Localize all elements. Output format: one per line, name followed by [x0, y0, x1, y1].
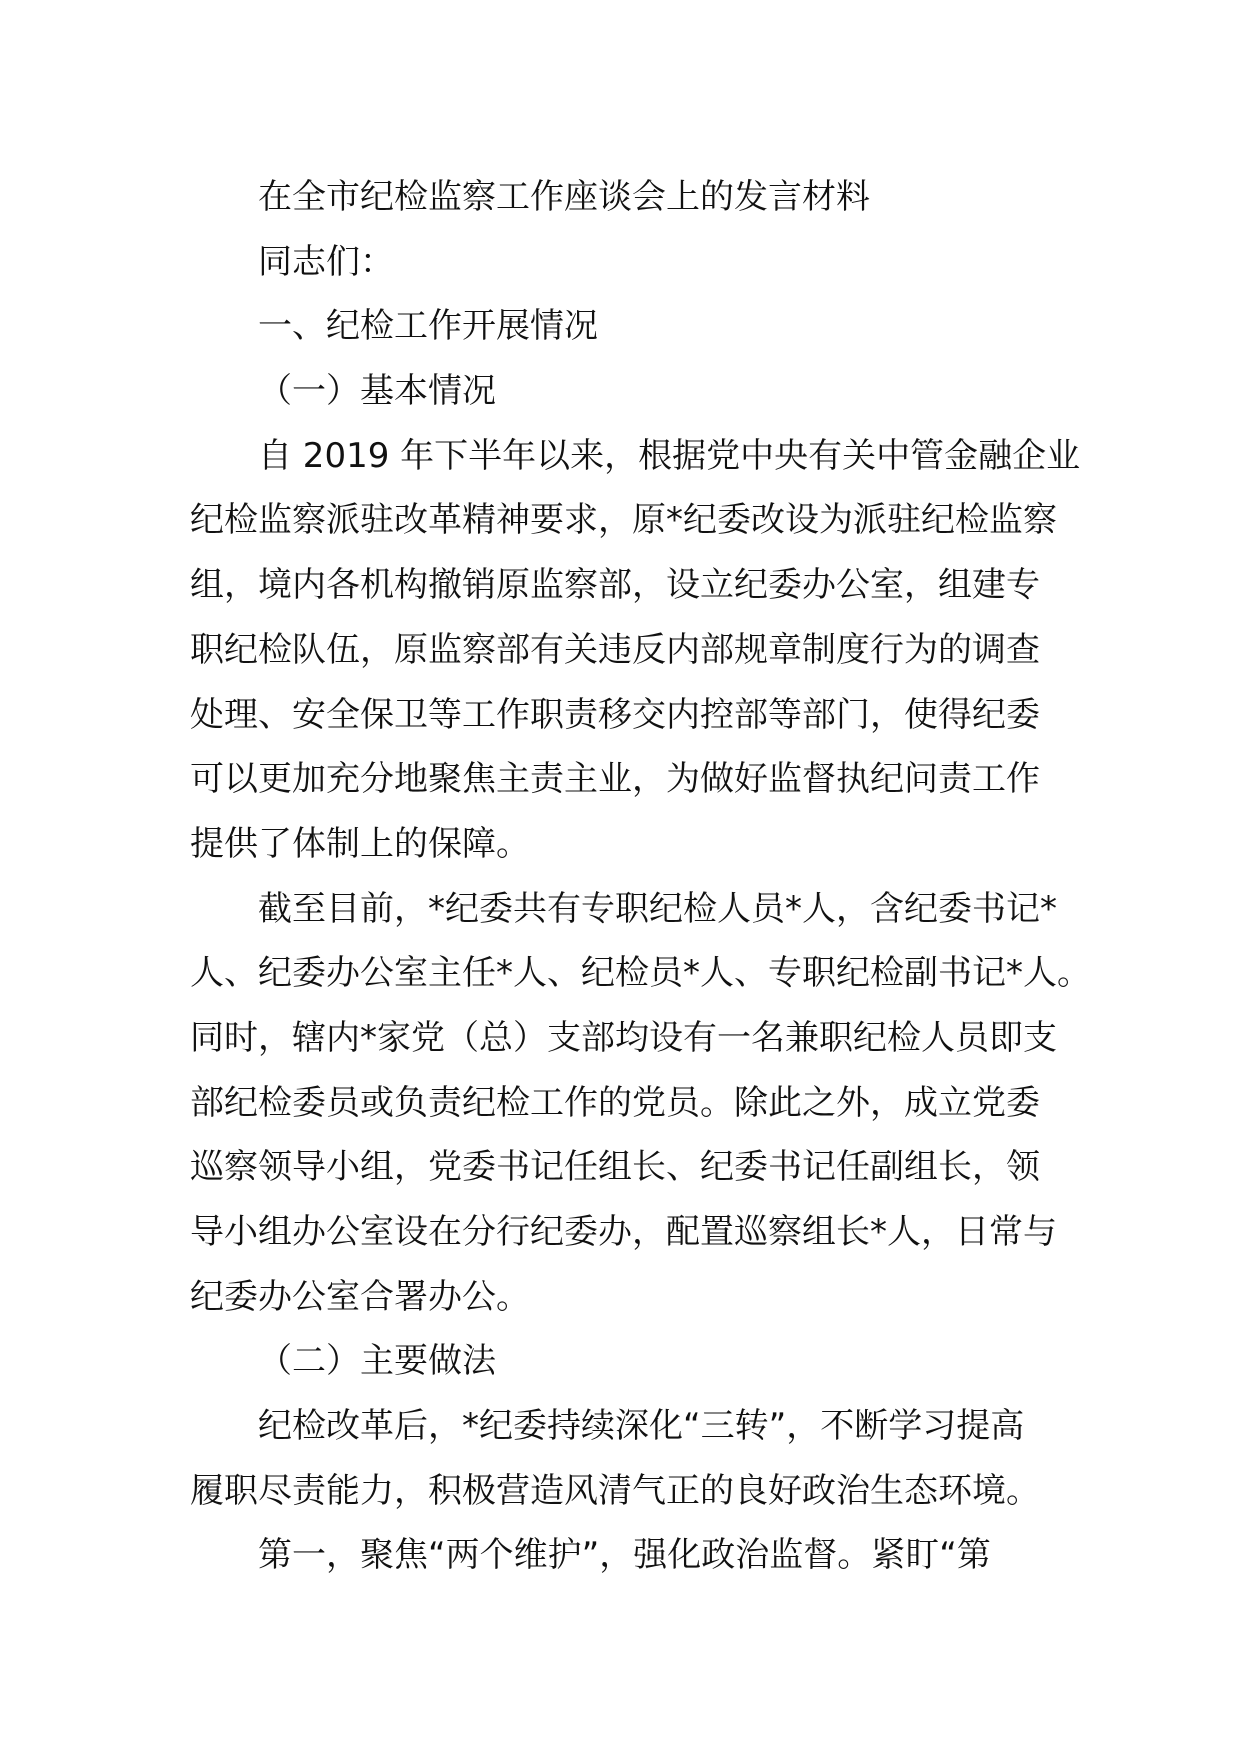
- paragraph-line: 纪委办公室合署办公。: [190, 1276, 530, 1317]
- paragraph-line: 可以更加充分地聚焦主责主业，为做好监督执纪问责工作: [190, 759, 1040, 800]
- paragraph-main-practices: [190, 1394, 1060, 1523]
- paragraph-line: 第一，聚焦“两个维护”，强化政治监督。紧盯“第: [258, 1535, 991, 1576]
- salutation: 同志们：: [258, 241, 394, 282]
- document-title: 在全市纪检监察工作座谈会上的发言材料: [258, 177, 870, 217]
- paragraph-line: 纪检改革后，*纪委持续深化“三转”，不断学习提高: [258, 1406, 1025, 1447]
- subsection-heading: （二）主要做法: [258, 1341, 496, 1382]
- paragraph-line: 履职尽责能力，积极营造风清气正的良好政治生态环境。: [190, 1470, 1040, 1511]
- paragraph-line: 巡察领导小组，党委书记任组长、纪委书记任副组长，领: [190, 1147, 1040, 1188]
- section-heading: 一、纪检工作开展情况: [258, 306, 598, 347]
- paragraph-staffing: [190, 877, 1091, 1330]
- paragraph-line: 同时，辖内*家党（总）支部均设有一名兼职纪检人员即支: [190, 1017, 1057, 1058]
- paragraph-line: 处理、安全保卫等工作职责移交内控部等部门，使得纪委: [190, 694, 1040, 735]
- paragraph-line: 纪检监察派驻改革精神要求，原*纪委改设为派驻纪检监察: [190, 500, 1057, 541]
- paragraph-line: 组，境内各机构撤销原监察部，设立纪委办公室，组建专: [190, 565, 1040, 606]
- paragraph-line: 提供了体制上的保障。: [190, 823, 530, 864]
- paragraph-line: 职纪检队伍，原监察部有关违反内部规章制度行为的调查: [190, 629, 1040, 670]
- subsection-heading: （一）基本情况: [258, 371, 496, 412]
- paragraph-basic-situation: [190, 424, 1081, 877]
- document-body: [190, 165, 1091, 1588]
- paragraph-line: 自 2019 年下半年以来，根据党中央有关中管金融企业: [258, 435, 1081, 476]
- paragraph-line: 人、纪委办公室主任*人、纪检员*人、专职纪检副书记*人。: [190, 953, 1091, 994]
- paragraph-line: 导小组办公室设在分行纪委办，配置巡察组长*人，日常与: [190, 1212, 1057, 1252]
- paragraph-line: 部纪检委员或负责纪检工作的党员。除此之外，成立党委: [190, 1082, 1040, 1123]
- paragraph-first-point: [190, 1523, 1060, 1588]
- paragraph-line: 截至目前，*纪委共有专职纪检人员*人，含纪委书记*: [258, 888, 1057, 929]
